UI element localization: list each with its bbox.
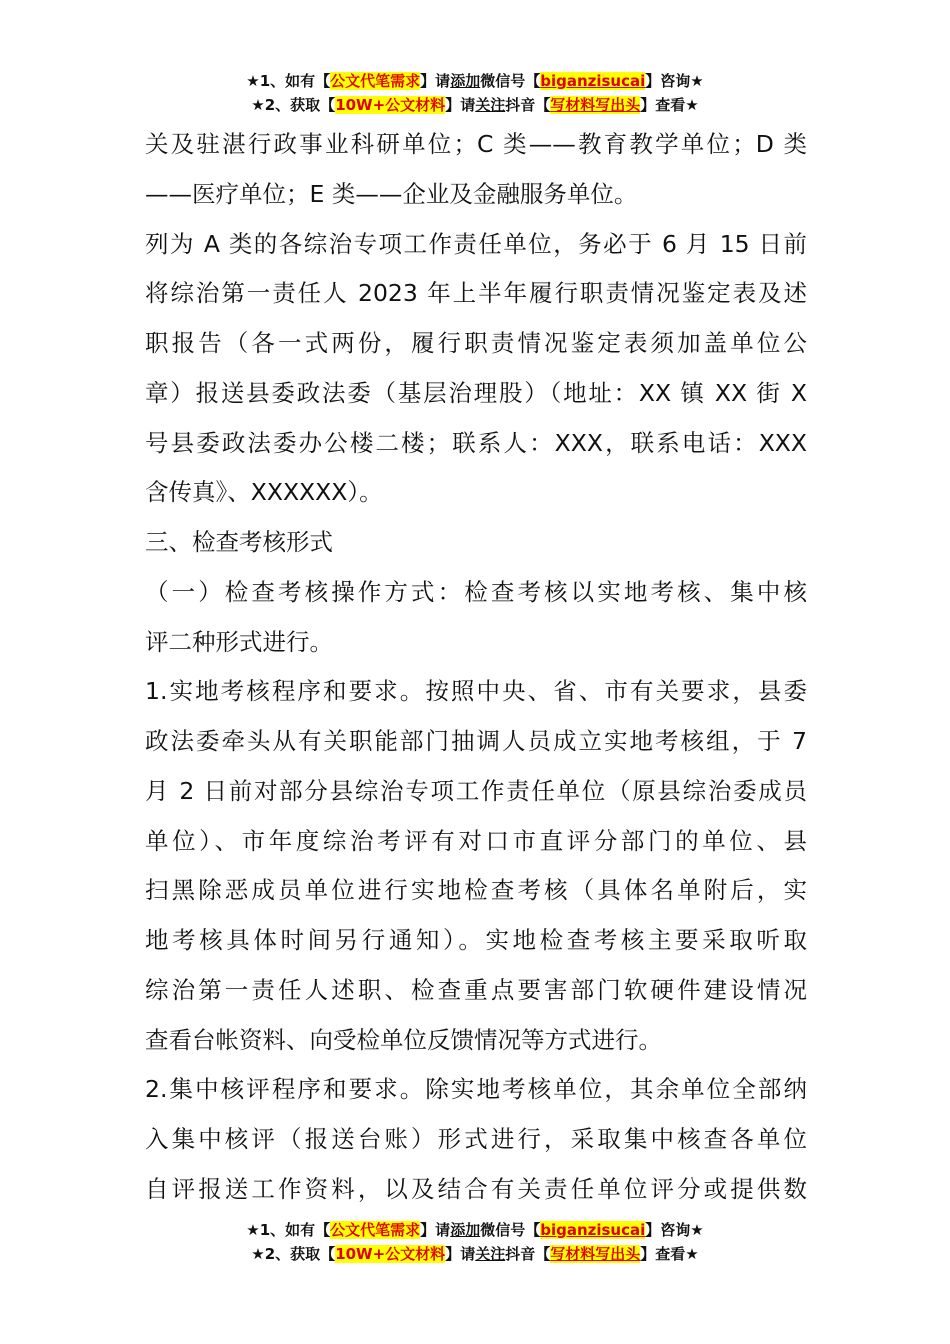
text-line: 单位）、市年度综治考评有对口市直评分部门的单位、县 — [145, 826, 807, 855]
text-line: 含传真》、XXXXXX）。 — [145, 478, 383, 507]
highlight-text: 10W+公文材料 — [335, 96, 446, 114]
douyin-id: 写材料写出头 — [550, 96, 641, 114]
text-line: 列为 A 类的各综治专项工作责任单位，务必于 6 月 15 日前 — [145, 229, 807, 258]
header-banner — [0, 69, 950, 117]
banner-line-2: ★2、获取【10W+公文材料】请关注抖音【写材料写出头】查看★ — [251, 96, 699, 114]
highlight-text: 公文代笔需求 — [330, 1221, 421, 1239]
text-line: 章）报送县委政法委（基层治理股）（地址：XX 镇 XX 街 X — [145, 378, 807, 407]
text-line: 三、检查考核形式 — [145, 528, 333, 556]
text-line: 综治第一责任人述职、检查重点要害部门软硬件建设情况 — [145, 975, 807, 1004]
text-line: 自评报送工作资料，以及结合有关责任单位评分或提供数 — [145, 1174, 807, 1203]
douyin-id: 写材料写出头 — [550, 1245, 641, 1263]
highlight-text: 10W+公文材料 — [335, 1245, 446, 1263]
text-line: 职报告（各一式两份，履行职责情况鉴定表须加盖单位公 — [145, 329, 807, 357]
banner-line-1: ★1、如有【公文代笔需求】请添加微信号【biganzisucai】咨询★ — [246, 1221, 704, 1239]
text-line: ——医疗单位；E 类——企业及金融服务单位。 — [145, 179, 638, 208]
text-line: 评二种形式进行。 — [145, 627, 333, 656]
footer-banner — [0, 1218, 950, 1266]
highlight-text: 公文代笔需求 — [330, 72, 421, 90]
text-line: 地考核具体时间另行通知）。实地检查考核主要采取听取 — [145, 926, 807, 954]
wechat-id: biganzisucai — [540, 72, 646, 90]
text-line: 关及驻湛行政事业科研单位；C 类——教育教学单位；D 类 — [145, 130, 807, 158]
banner-line-1: ★1、如有【公文代笔需求】请添加微信号【biganzisucai】咨询★ — [246, 72, 704, 90]
text-line: 月 2 日前对部分县综治专项工作责任单位（原县综治委成员 — [145, 776, 807, 805]
banner-line-2: ★2、获取【10W+公文材料】请关注抖音【写材料写出头】查看★ — [251, 1245, 699, 1263]
text-line: 号县委政法委办公楼二楼；联系人：XXX，联系电话：XXX — [145, 428, 807, 457]
text-line: 2.集中核评程序和要求。除实地考核单位，其余单位全部纳 — [145, 1075, 807, 1104]
text-line: 1.实地考核程序和要求。按照中央、省、市有关要求，县委 — [145, 677, 807, 706]
text-line: 查看台帐资料、向受检单位反馈情况等方式进行。 — [145, 1025, 662, 1054]
wechat-id: biganzisucai — [540, 1221, 646, 1239]
text-line: （一）检查考核操作方式：检查考核以实地考核、集中核 — [145, 577, 807, 606]
document-body — [145, 120, 807, 1215]
text-line: 将综治第一责任人 2023 年上半年履行职责情况鉴定表及述 — [145, 279, 807, 308]
text-line: 扫黑除恶成员单位进行实地检查考核（具体名单附后，实 — [145, 876, 807, 905]
text-line: 入集中核评（报送台账）形式进行，采取集中核查各单位 — [145, 1125, 807, 1153]
text-line: 政法委牵头从有关职能部门抽调人员成立实地考核组，于 7 — [145, 727, 807, 755]
